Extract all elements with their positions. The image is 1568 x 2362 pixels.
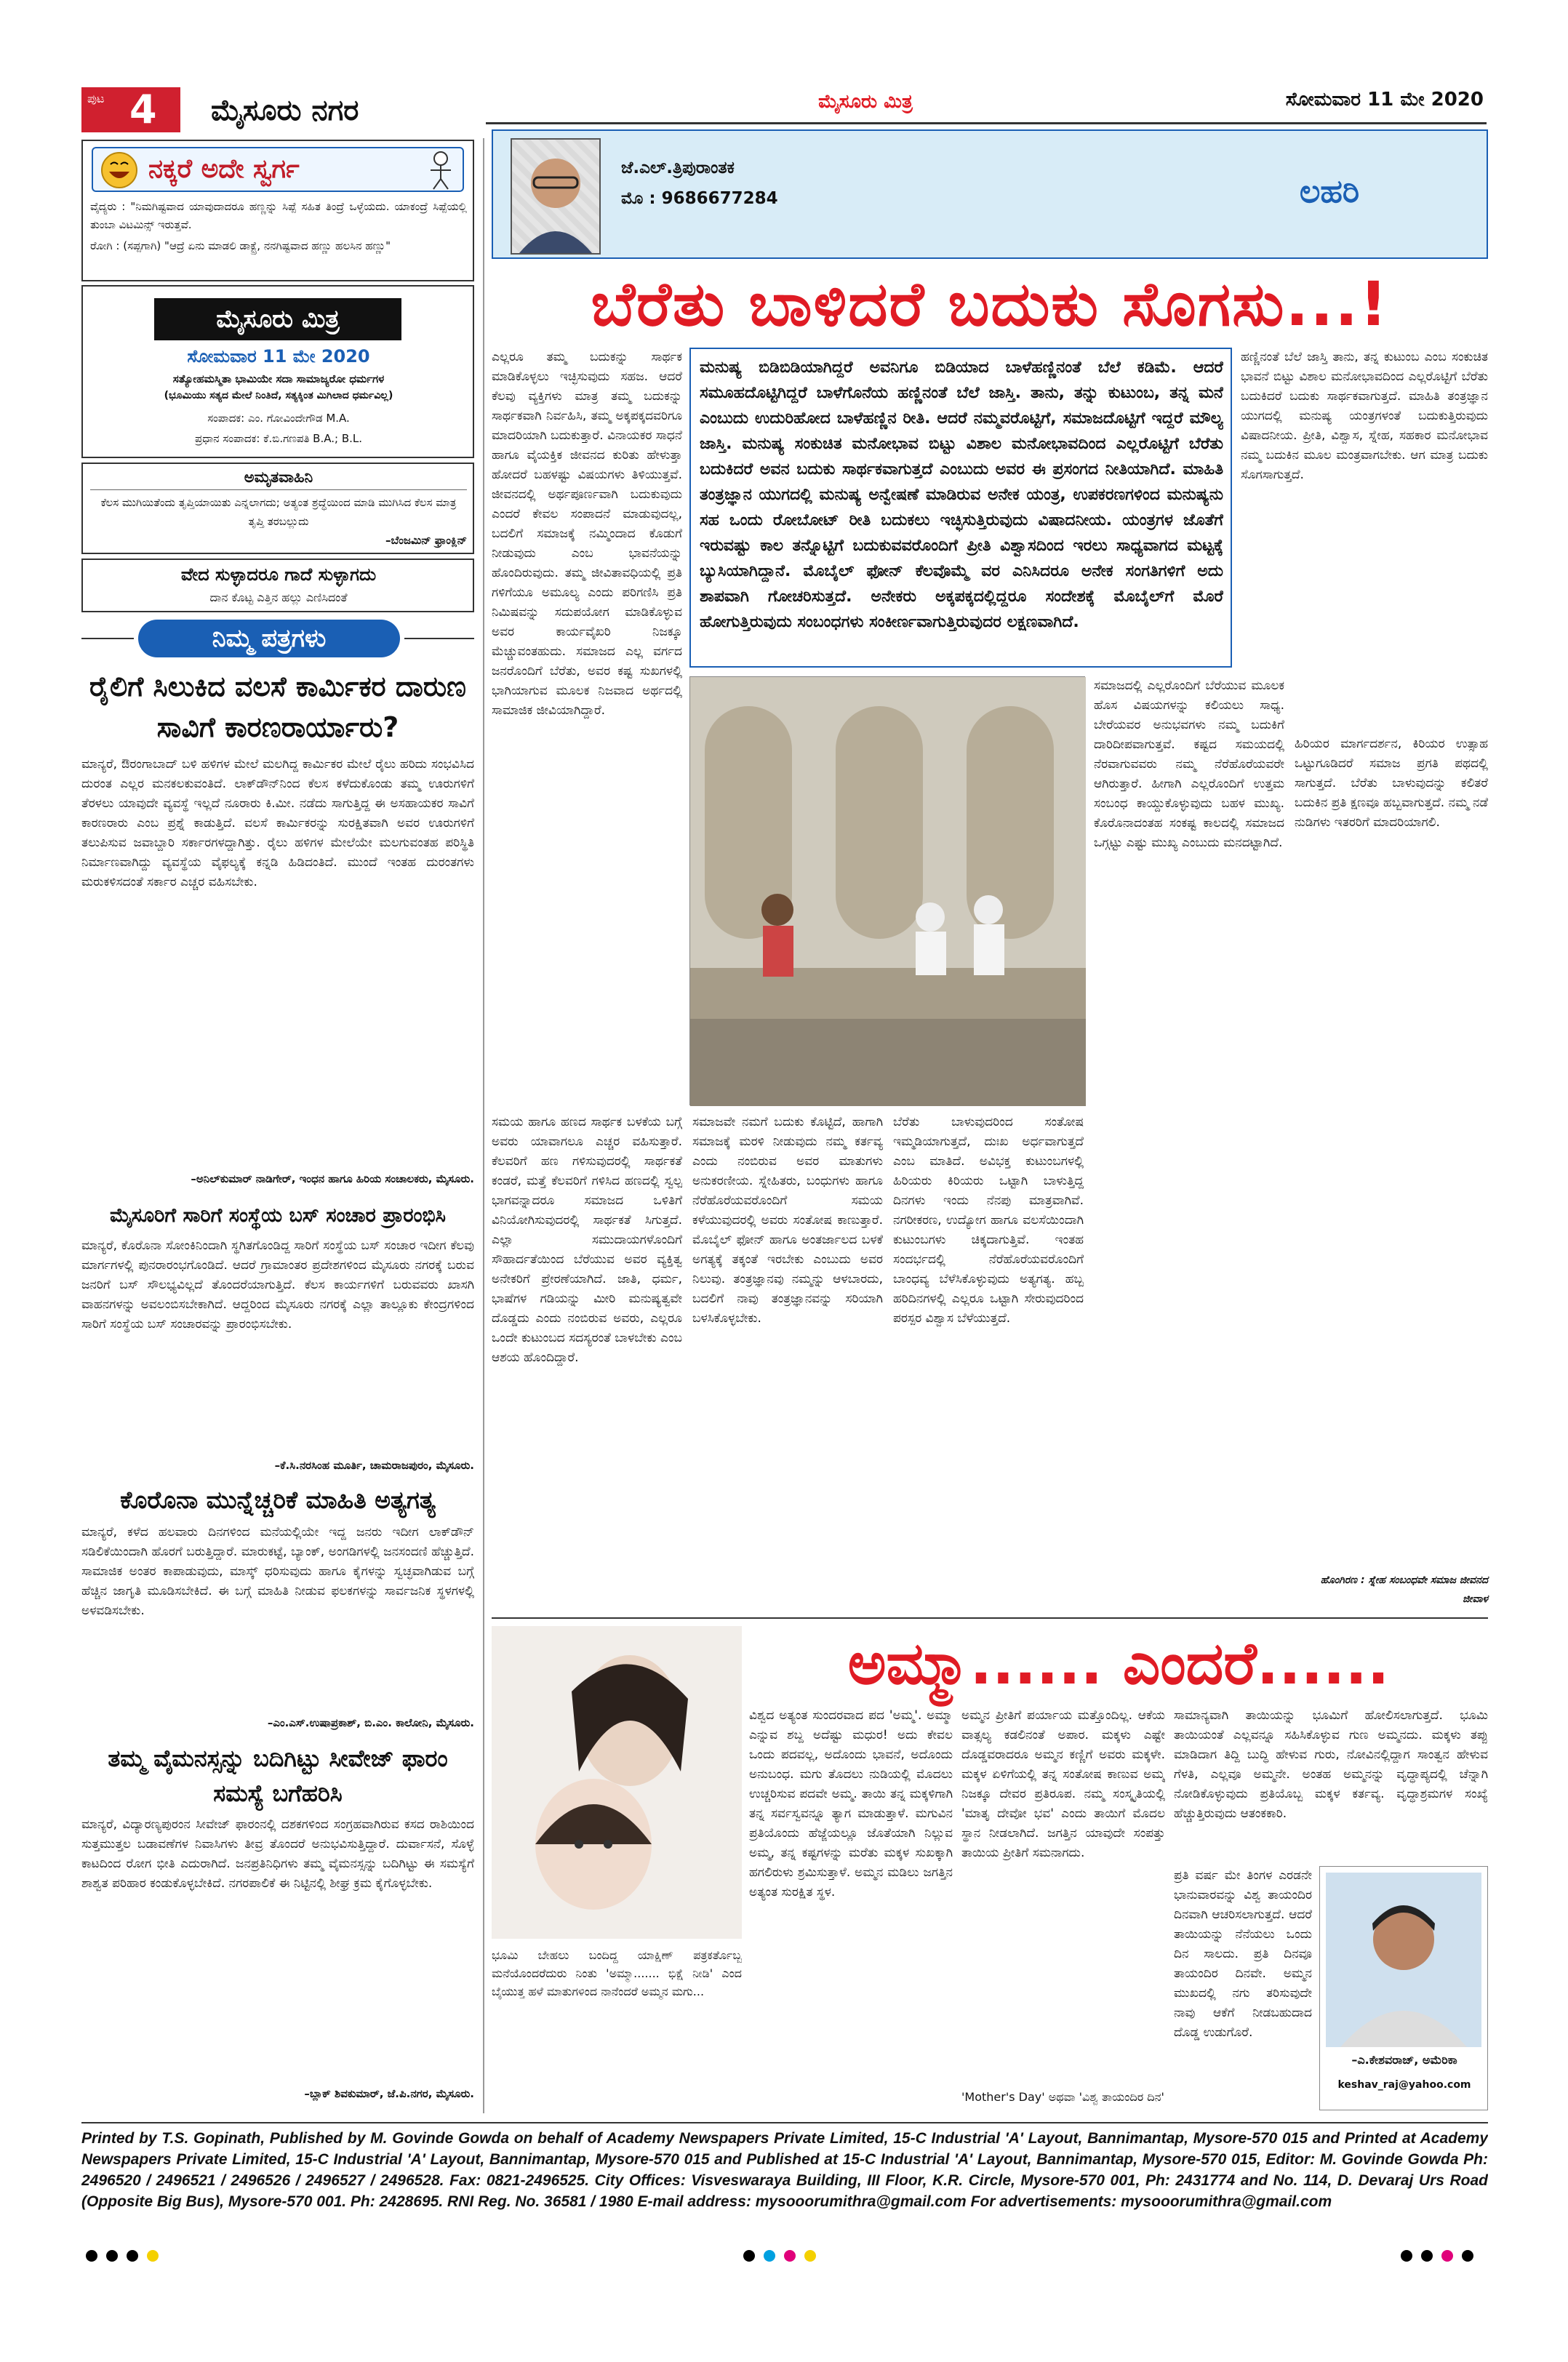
amma-author-box <box>1319 1866 1488 2110</box>
amma-col-2: ಅಮ್ಮನ ಪ್ರೀತಿಗೆ ಪರ್ಯಾಯ ಮತ್ತೊಂದಿಲ್ಲ. ಆಕೆಯ ವಾತ್ಸಲ್ಯ ಕಡಲಿನಂತೆ ಅಪಾರ. ಮಕ್ಕಳು ಎಷ್ಟೇ ದೊಡ್ಡವರಾದರೂ ಅಮ್ಮನ ಕಣ್ಣಿಗೆ ಅವರು ಮಕ್ಕಳೇ. ಮಕ್ಕಳ ಏಳಿಗೆಯಲ್ಲಿ ತನ್ನ ಸಂತೋಷ ಕಾಣುವ ಅಮ್ಮ ನಿಜಕ್ಕೂ ದೇವರ ಪ್ರತಿರೂಪ. ನಮ್ಮ ಸಂಸ್ಕೃತಿಯಲ್ಲಿ 'ಮಾತೃ ದೇವೋ ಭವ' ಎಂದು ತಾಯಿಗೆ ಮೊದಲ ಸ್ಥಾನ ನೀಡಲಾಗಿದೆ. ಜಗತ್ತಿನ ಯಾವುದೇ ಸಂಪತ್ತು ತಾಯಿಯ ಪ್ರೀತಿಗೆ ಸಮನಾಗದು. <box>961 1708 1165 1860</box>
registration-marks-right <box>1399 2249 1487 2263</box>
letters-rule <box>81 638 134 639</box>
lahari-intro: ಮನುಷ್ಯ ಬಿಡಿಬಿಡಿಯಾಗಿದ್ದರೆ ಅವನಿಗೂ ಬಿಡಿಯಾದ ಬಾಳೆಹಣ್ಣಿನಂತೆ ಬೆಲೆ ಕಡಿಮೆ. ಆದರೆ ಸಮೂಹದೊಟ್ಟಿಗಿದ್ದರೆ ಬಾಳೆಗೊನೆಯ ಹಣ್ಣಿನಂತೆ ಬೆಲೆ ಜಾಸ್ತಿ. ತಾನು, ತನ್ನು ಕುಟುಂಬ, ತನ್ನ ಮನೆ ಎಂಬುದು ಉದುರಿಹೋದ ಬಾಳೆಹಣ್ಣಿನ ರೀತಿ. ಆದರೆ ನಮ್ಮವರೊಟ್ಟಿಗೆ, ಸಮಾಜದೊಟ್ಟಿಗೆ ಇದ್ದರೆ ಮೌಲ್ಯ ಜಾಸ್ತಿ. ಮನುಷ್ಯ ಸಂಕುಚಿತ ಮನೋಭಾವ ಬಿಟ್ಟು ವಿಶಾಲ ಮನೋಭಾವದಿಂದ ಎಲ್ಲರೊಟ್ಟಿಗೆ ಬೆರೆತು ಬದುಕಿದರೆ ಅವನ ಬದುಕು ಸಾರ್ಥಕವಾಗುತ್ತದೆ ಎಂಬುದು ಅವರ ಈ ಪ್ರಸಂಗದ ನೀತಿಯಾಗಿದೆ. ಮಾಹಿತಿ ತಂತ್ರಜ್ಞಾನ ಯುಗದಲ್ಲಿ ಮನುಷ್ಯ ಅನ್ವೇಷಣೆ ಮಾಡಿರುವ ಅನೇಕ ಯಂತ್ರ, ಉಪಕರಣಗಳಿಂದ ಮನುಷ್ಯನು ಸಹ ಒಂದು ರೋಬೋಟ್ ರೀತಿ ಬದುಕಲು ಇಚ್ಛಿಸುತ್ತಿರುವುದು ವಿಷಾದನೀಯ. ಯಂತ್ರಗಳ ಜೊತೆಗೆ ಇರುವಷ್ಟು ಕಾಲ ತನ್ನೊಟ್ಟಿಗೆ ಬದುಕುವವರೊಂದಿಗೆ ಪ್ರೀತಿ ವಿಶ್ವಾಸದಿಂದ ಇರಲು ಸಾಧ್ಯವಾಗದ ಮಟ್ಟಕ್ಕೆ ಬ್ಯುಸಿಯಾಗಿದ್ದಾನೆ. ಮೊಬೈಲ್ ಫೋನ್ ಕೆಲವೊಮ್ಮೆ ವರ ಎನಿಸಿದರೂ ಅನೇಕ ಸಂಗತಿಗಳಿಗೆ ಅದು ಶಾಪವಾಗಿ ಗೋಚರಿಸುತ್ತದೆ. ಅನೇಕರು ಅಕ್ಕಪಕ್ಕದಲ್ಲಿದ್ದರೂ ಸಂದೇಶಕ್ಕೆ ಮೊಬೈಲ್‌ಗೆ ಮೊರೆ ಹೋಗುತ್ತಿರುವುದು ಸಂಬಂಧಗಳು ಸಂಕೀರ್ಣವಾಗುತ್ತಿರುವುದರ ಲಕ್ಷಣವಾಗಿದೆ. <box>700 359 1223 631</box>
letter-2-headline: ಮೈಸೂರಿಗೆ ಸಾರಿಗೆ ಸಂಸ್ಥೆಯ ಬಸ್ ಸಂಚಾರ ಪ್ರಾರಂಭಿಸಿ <box>110 1204 446 1227</box>
lahari-col-2: ಸಮಯ ಹಾಗೂ ಹಣದ ಸಾರ್ಥಕ ಬಳಕೆಯ ಬಗ್ಗೆ ಅವರು ಯಾವಾಗಲೂ ಎಚ್ಚರ ವಹಿಸುತ್ತಾರೆ. ಕೆಲವರಿಗೆ ಹಣ ಗಳಿಸುವುದರಲ್ಲಿ ಸಾರ್ಥಕತೆ ಕಂಡರೆ, ಮತ್ತೆ ಕೆಲವರಿಗೆ ಗಳಿಸಿದ ಹಣದಲ್ಲಿ ಸ್ವಲ್ಪ ಭಾಗವನ್ನಾದರೂ ಸಮಾಜದ ಒಳಿತಿಗೆ ವಿನಿಯೋಗಿಸುವುದರಲ್ಲಿ ಸಾರ್ಥಕತೆ ಸಿಗುತ್ತದೆ. ಎಲ್ಲಾ ಸಮುದಾಯಗಳೊಂದಿಗೆ ಸೌಹಾರ್ದತೆಯಿಂದ ಬೆರೆಯುವ ಅವರ ವ್ಯಕ್ತಿತ್ವ ಅನೇಕರಿಗೆ ಪ್ರೇರಣೆಯಾಗಿದೆ. ಜಾತಿ, ಧರ್ಮ, ಭಾಷೆಗಳ ಗಡಿಯನ್ನು ಮೀರಿ ಮನುಷ್ಯತ್ವವೇ ದೊಡ್ಡದು ಎಂದು ನಂಬಿರುವ ಅವರು, ಎಲ್ಲರೂ ಒಂದೇ ಕುಟುಂಬದ ಸದಸ್ಯರಂತೆ ಬಾಳಬೇಕು ಎಂಬ ಆಶಯ ಹೊಂದಿದ್ದಾರೆ. <box>492 1115 682 1365</box>
lahari-intro-box <box>689 348 1232 668</box>
mini-masthead-tagline-1: ಸತ್ಯೋಹಮಸ್ಮಿತಾ ಭಾಮಿಯೇ ಸದಾ ಸಾಮಾಜ್ಯರೋ ಧರ್ಮಗಳ <box>172 372 385 385</box>
letters-rule-right <box>404 638 474 639</box>
humor-line-1: ವೈದ್ಯರು : "ನಿಮಗಿಷ್ಟವಾದ ಯಾವುದಾದರೂ ಹಣ್ಣನ್ನು ಸಿಪ್ಪೆ ಸಹಿತ ತಿಂದ್ರೆ ಒಳ್ಳೆಯದು. ಯಾಕಂದ್ರೆ ಸಿಪ್ಪೆಯಲ್ಲಿ ತುಂಬಾ ವಿಟಮಿನ್ಸ್ ಇರುತ್ತವೆ. <box>90 200 467 231</box>
letter-4-body: ಮಾನ್ಯರೆ, ವಿದ್ಯಾರಣ್ಯಪುರಂನ ಸೀವೇಜ್ ಫಾರಂನಲ್ಲಿ ದಶಕಗಳಿಂದ ಸಂಗ್ರಹವಾಗಿರುವ ಕಸದ ರಾಶಿಯಿಂದ ಸುತ್ತಮುತ್ತಲ ಬಡಾವಣೆಗಳ ನಿವಾಸಿಗಳು ತೀವ್ರ ತೊಂದರೆ ಅನುಭವಿಸುತ್ತಿದ್ದಾರೆ. ದುರ್ವಾಸನೆ, ಸೊಳ್ಳೆ ಕಾಟದಿಂದ ರೋಗ ಭೀತಿ ಎದುರಾಗಿದೆ. ಜನಪ್ರತಿನಿಧಿಗಳು ತಮ್ಮ ವೈಮನಸ್ಸನ್ನು ಬದಿಗಿಟ್ಟು ಈ ಸಮಸ್ಯೆಗೆ ಶಾಶ್ವತ ಪರಿಹಾರ ಕಂಡುಕೊಳ್ಳಬೇಕಿದೆ. ನಗರಪಾಲಿಕೆ ಈ ನಿಟ್ಟಿನಲ್ಲಿ ಶೀಘ್ರ ಕ್ರಮ ಕೈಗೊಳ್ಳಬೇಕು. <box>81 1817 474 1891</box>
footer-imprint: Printed by T.S. Gopinath, Published by M. Govinde Gowda on behalf of Academy Newspapers Private Limited, 15-C Industrial 'A' Layout, Bannimantap, Mysore-570 015 and Printed at Academy Newspapers Private Limited, 15-C Industrial 'A' Layout, Bannimantap, Mysore-570 015 and Published at 15-C Industrial 'A' Layout, Bannimantap, Mysore-570 015, Editor: M. Govinde Gowda Ph: 2496520 / 2496521 / 2496526 / 2496527 / 2496528. Fax: 0821-2496525. City Offices: Visveswaraya Building, III Floor, K.R. Circle, Mysore-570 001, Ph: 2431774 and No. 114, D. Devaraj Urs Road (Opposite Big Bus), Mysore-570 001. Ph: 2428695. RNI Reg. No. 36581 / 1980 E-mail address: mysooorumithra@gmail.com For advertisements: mysooorumithra@gmail.com <box>81 2130 1488 2210</box>
amrutha-box <box>81 463 474 554</box>
amma-col-3: ಸಾಮಾನ್ಯವಾಗಿ ತಾಯಿಯನ್ನು ಭೂಮಿಗೆ ಹೋಲಿಸಲಾಗುತ್ತದೆ. ಭೂಮಿ ತಾಯಿಯಂತೆ ಎಲ್ಲವನ್ನೂ ಸಹಿಸಿಕೊಳ್ಳುವ ಗುಣ ಅಮ್ಮನದು. ಮಕ್ಕಳು ತಪ್ಪು ಮಾಡಿದಾಗ ತಿದ್ದಿ ಬುದ್ಧಿ ಹೇಳುವ ಗುರು, ನೋವಿನಲ್ಲಿದ್ದಾಗ ಸಾಂತ್ವನ ಹೇಳುವ ಗೆಳತಿ, ಎಲ್ಲವೂ ಅಮ್ಮನೇ. ಅಂತಹ ಅಮ್ಮನನ್ನು ವೃದ್ಧಾಪ್ಯದಲ್ಲಿ ಚೆನ್ನಾಗಿ ನೋಡಿಕೊಳ್ಳುವುದು ಪ್ರತಿಯೊಬ್ಬ ಮಕ್ಕಳ ಕರ್ತವ್ಯ. ವೃದ್ಧಾಶ್ರಮಗಳ ಸಂಖ್ಯೆ ಹೆಚ್ಚುತ್ತಿರುವುದು ಆತಂಕಕಾರಿ. <box>1174 1708 1488 1821</box>
mini-masthead-date: ಸೋಮವಾರ 11 ಮೇ 2020 <box>187 346 370 367</box>
cartoon-figure-icon <box>426 150 455 191</box>
section-title: ಮೈಸೂರು ನಗರ <box>211 94 359 127</box>
header-rule <box>486 122 1487 124</box>
lahari-headline: ಬೆರೆತು ಬಾಳಿದರೆ ಬದುಕು ಸೊಗಸು...! <box>591 268 1389 340</box>
humor-header <box>92 147 464 192</box>
proverb-box <box>81 559 474 612</box>
lahari-band <box>492 129 1488 259</box>
lahari-col-3: ಸಮಾಜವೇ ನಮಗೆ ಬದುಕು ಕೊಟ್ಟಿದೆ, ಹಾಗಾಗಿ ಸಮಾಜಕ್ಕೆ ಮರಳಿ ನೀಡುವುದು ನಮ್ಮ ಕರ್ತವ್ಯ ಎಂದು ನಂಬಿರುವ ಅವರ ಮಾತುಗಳು ಅನುಕರಣೀಯ. ಸ್ನೇಹಿತರು, ಬಂಧುಗಳು ಹಾಗೂ ನೆರೆಹೊರೆಯವರೊಂದಿಗೆ ಸಮಯ ಕಳೆಯುವುದರಲ್ಲಿ ಅವರು ಸಂತೋಷ ಕಾಣುತ್ತಾರೆ. ಮೊಬೈಲ್ ಫೋನ್ ಹಾಗೂ ಅಂತರ್ಜಾಲದ ಬಳಕೆ ಅಗತ್ಯಕ್ಕೆ ತಕ್ಕಂತೆ ಇರಬೇಕು ಎಂಬುದು ಅವರ ನಿಲುವು. ತಂತ್ರಜ್ಞಾನವು ನಮ್ಮನ್ನು ಆಳಬಾರದು, ಬದಲಿಗೆ ನಾವು ತಂತ್ರಜ್ಞಾನವನ್ನು ಸರಿಯಾಗಿ ಬಳಸಿಕೊಳ್ಳಬೇಕು. <box>692 1115 883 1326</box>
registration-marks-left <box>84 2249 172 2263</box>
lahari-col-7: ಹಿರಿಯರ ಮಾರ್ಗದರ್ಶನ, ಕಿರಿಯರ ಉತ್ಸಾಹ ಒಟ್ಟುಗೂಡಿದರೆ ಸಮಾಜ ಪ್ರಗತಿ ಪಥದಲ್ಲಿ ಸಾಗುತ್ತದೆ. ಬೆರೆತು ಬಾಳುವುದನ್ನು ಕಲಿತರೆ ಬದುಕಿನ ಪ್ರತಿ ಕ್ಷಣವೂ ಹಬ್ಬವಾಗುತ್ತದೆ. ನಮ್ಮ ನಡೆ ನುಡಿಗಳು ಇತರರಿಗೆ ಮಾದರಿಯಾಗಲಿ. <box>1295 737 1488 830</box>
letter-4-signoff: –ಬ್ಲಾಕ್ ಶಿವಕುಮಾರ್, ಜೆ.ಪಿ.ನಗರ, ಮೈಸೂರು. <box>304 2087 474 2100</box>
mini-masthead-exec-editor: ಪ್ರಧಾನ ಸಂಪಾದಕ: ಕೆ.ಬಿ.ಗಣಪತಿ B.A.; B.L. <box>194 432 363 445</box>
mother-and-child-illustration-icon <box>492 1626 742 1939</box>
humor-title: ನಕ್ಕರೆ ಅದೇ ಸ್ವರ್ಗ <box>148 154 300 184</box>
letter-3-body: ಮಾನ್ಯರೆ, ಕಳೆದ ಹಲವಾರು ದಿನಗಳಿಂದ ಮನೆಯಲ್ಲಿಯೇ ಇದ್ದ ಜನರು ಇದೀಗ ಲಾಕ್‌ಡೌನ್ ಸಡಿಲಿಕೆಯಿಂದಾಗಿ ಹೊರಗೆ ಬರುತ್ತಿದ್ದಾರೆ. ಮಾರುಕಟ್ಟೆ, ಬ್ಯಾಂಕ್, ಅಂಗಡಿಗಳಲ್ಲಿ ಜನಸಂದಣಿ ಹೆಚ್ಚುತ್ತಿದೆ. ಸಾಮಾಜಿಕ ಅಂತರ ಕಾಪಾಡುವುದು, ಮಾಸ್ಕ್ ಧರಿಸುವುದು ಹಾಗೂ ಕೈಗಳನ್ನು ಸ್ವಚ್ಛವಾಗಿಡುವ ಬಗ್ಗೆ ಹೆಚ್ಚಿನ ಜಾಗೃತಿ ಮೂಡಿಸಬೇಕಿದೆ. ಈ ಬಗ್ಗೆ ಮಾಹಿತಿ ನೀಡುವ ಫಲಕಗಳನ್ನು ಸಾರ್ವಜನಿಕ ಸ್ಥಳಗಳಲ್ಲಿ ಅಳವಡಿಸಬೇಕು. <box>81 1525 474 1618</box>
masthead-title: ಮೈಸೂರು ಮಿತ್ರ <box>818 91 913 113</box>
letter-1-signoff: –ಅನಿಲ್‌ಕುಮಾರ್ ನಾಡಿಗೇರ್, ಇಂಧನ ಹಾಗೂ ಹಿರಿಯ ಸಂಚಾಲಕರು, ಮೈಸೂರು. <box>191 1172 474 1185</box>
laughing-face-icon <box>99 150 140 191</box>
lahari-photo <box>689 676 1085 1105</box>
humor-line-2: ರೋಗಿ : (ಸಪ್ಪಗಾಗಿ) "ಆದ್ರೆ ಏನು ಮಾಡಲಿ ಡಾಕ್ಟ್ರೆ, ನನಗಿಷ್ಟವಾದ ಹಣ್ಣು ಹಲಸಿನ ಹಣ್ಣು" <box>90 239 391 252</box>
letters-banner-title: ನಿಮ್ಮ ಪತ್ರಗಳು <box>212 624 327 653</box>
lahari-col-5: ಹಣ್ಣಿನಂತೆ ಬೆಲೆ ಜಾಸ್ತಿ ತಾನು, ತನ್ನ ಕುಟುಂಬ ಎಂಬ ಸಂಕುಚಿತ ಭಾವನೆ ಬಿಟ್ಟು ವಿಶಾಲ ಮನೋಭಾವದಿಂದ ಎಲ್ಲರೊಟ್ಟಿಗೆ ಬೆರೆತು ಬದುಕಿದರೆ ಬದುಕು ಸಾರ್ಥಕವಾಗುತ್ತದೆ. ಮಾಹಿತಿ ತಂತ್ರಜ್ಞಾನ ಯುಗದಲ್ಲಿ ಮನುಷ್ಯ ಯಂತ್ರಗಳಂತೆ ಬದುಕುತ್ತಿರುವುದು ವಿಷಾದನೀಯ. ಪ್ರೀತಿ, ವಿಶ್ವಾಸ, ಸ್ನೇಹ, ಸಹಕಾರ ಮನೋಭಾವ ನಮ್ಮ ಬದುಕಿನ ಮೂಲ ಮಂತ್ರವಾಗಬೇಕು. ಆಗ ಮಾತ್ರ ಬದುಕು ಸೊಗಸಾಗುತ್ತದೆ. <box>1241 350 1488 482</box>
author-portrait-icon <box>1326 1873 1481 2047</box>
mini-masthead <box>81 285 474 458</box>
footer-rule <box>81 2122 1488 2123</box>
amma-caption: ಭೂಮಿ ಬೇಹಲು ಬಂದಿದ್ದ ಯಾಕ್ಷಿಣ್ ಪತ್ರಕರ್ತೊಬ್ಬ ಮನೆಯೊಂದರೆದುರು ನಿಂತು 'ಅಮ್ಮಾ....... ಭಿಕ್ಷೆ ನೀಡಿ' ಎಂದ ಬೈಯುತ್ತ ಹಳೆ ಮಾತುಗಳಿಂದ ನಾನೆಂದರೆ ಅಮ್ಮನ ಮಗು... <box>492 1948 742 1998</box>
amrutha-author: –ಬೆಂಜಮಿನ್ ಫ್ರಾಂಕ್ಲಿನ್ <box>385 534 467 547</box>
lahari-phone: ಮೊ : 9686677284 <box>621 189 778 208</box>
letter-3-signoff: –ಎಂ.ಎಸ್.ಉಷಾಪ್ರಕಾಶ್, ಬಿ.ಎಂ. ಕಾಲೋನಿ, ಮೈಸೂರು. <box>267 1716 474 1729</box>
lahari-col-1: ಎಲ್ಲರೂ ತಮ್ಮ ಬದುಕನ್ನು ಸಾರ್ಥಕ ಮಾಡಿಕೊಳ್ಳಲು ಇಚ್ಛಿಸುವುದು ಸಹಜ. ಆದರೆ ಕೆಲವು ವ್ಯಕ್ತಿಗಳು ಮಾತ್ರ ತಮ್ಮ ಬದುಕನ್ನು ಸಾರ್ಥಕವಾಗಿ ನಿರ್ವಹಿಸಿ, ತಮ್ಮ ಅಕ್ಕಪಕ್ಕದವರಿಗೂ ಮಾದರಿಯಾಗಿ ಬದುಕುತ್ತಾರೆ. ವಿನಾಯಕರ ಸಾಧನೆ ಹಾಗೂ ವೈಯಕ್ತಿಕ ಜೀವನದ ಕುರಿತು ಹೇಳುತ್ತಾ ಹೋದರೆ ಬಹಳಷ್ಟು ವಿಷಯಗಳು ತಿಳಿಯುತ್ತವೆ. ಜೀವನದಲ್ಲಿ ಅರ್ಥಪೂರ್ಣವಾಗಿ ಬದುಕುವುದು ಎಂದರೆ ಕೇವಲ ಸಂಪಾದನೆ ಮಾಡುವುದಲ್ಲ, ಬದಲಿಗೆ ಸಮಾಜಕ್ಕೆ ನಮ್ಮಿಂದಾದ ಕೊಡುಗೆ ನೀಡುವುದು ಎಂಬ ಭಾವನೆಯನ್ನು ಹೊಂದಿರುವುದು. ತಮ್ಮ ಜೀವಿತಾವಧಿಯಲ್ಲಿ ಪ್ರತಿ ಗಳಿಗೆಯೂ ಅಮೂಲ್ಯ ಎಂದು ಪರಿಗಣಿಸಿ ಪ್ರತಿ ನಿಮಿಷವನ್ನು ಸದುಪಯೋಗ ಮಾಡಿಕೊಳ್ಳುವ ಅವರ ಕಾರ್ಯವೈಖರಿ ನಿಜಕ್ಕೂ ಮೆಚ್ಚುವಂತಹುದು. ಸಮಾಜದ ಎಲ್ಲ ವರ್ಗದ ಜನರೊಂದಿಗೆ ಬೆರೆತು, ಅವರ ಕಷ್ಟ ಸುಖಗಳಲ್ಲಿ ಭಾಗಿಯಾಗುವ ಮೂಲಕ ನಿಜವಾದ ಅರ್ಥದಲ್ಲಿ ಸಾಮಾಜಿಕ ಜೀವಿಯಾಗಿದ್ದಾರೆ. <box>492 350 682 718</box>
lahari-column-name: ಲಹರಿ <box>1299 173 1360 210</box>
author-portrait-icon <box>512 140 599 253</box>
lahari-col-4: ಬೆರೆತು ಬಾಳುವುದರಿಂದ ಸಂತೋಷ ಇಮ್ಮಡಿಯಾಗುತ್ತದೆ, ದುಃಖ ಅರ್ಧವಾಗುತ್ತದೆ ಎಂಬ ಮಾತಿದೆ. ಅವಿಭಕ್ತ ಕುಟುಂಬಗಳಲ್ಲಿ ಹಿರಿಯರು ಕಿರಿಯರು ಒಟ್ಟಾಗಿ ಬಾಳುತ್ತಿದ್ದ ದಿನಗಳು ಇಂದು ನೆನಪು ಮಾತ್ರವಾಗಿವೆ. ನಗರೀಕರಣ, ಉದ್ಯೋಗ ಹಾಗೂ ವಲಸೆಯಿಂದಾಗಿ ಕುಟುಂಬಗಳು ಚಿಕ್ಕದಾಗುತ್ತಿವೆ. ಇಂತಹ ಸಂದರ್ಭದಲ್ಲಿ ನೆರೆಹೊರೆಯವರೊಂದಿಗೆ ಬಾಂಧವ್ಯ ಬೆಳೆಸಿಕೊಳ್ಳುವುದು ಅತ್ಯಗತ್ಯ. ಹಬ್ಬ ಹರಿದಿನಗಳಲ್ಲಿ ಎಲ್ಲರೂ ಒಟ್ಟಾಗಿ ಸೇರುವುದರಿಂದ ಪರಸ್ಪರ ವಿಶ್ವಾಸ ಬೆಳೆಯುತ್ತದೆ. <box>893 1115 1084 1326</box>
amma-author-name: –ಎ.ಕೇಶವರಾಜ್, ಅಮೆರಿಕಾ <box>1351 2053 1457 2067</box>
proverb-line-2: ದಾನ ಕೊಟ್ಟ ಎತ್ತಿನ ಹಲ್ಲು ಎಣಿಸಿದಂತೆ <box>209 590 348 604</box>
amma-photo <box>492 1626 742 1939</box>
amma-col-4: ಪ್ರತಿ ವರ್ಷ ಮೇ ತಿಂಗಳ ಎರಡನೇ ಭಾನುವಾರವನ್ನು ವಿಶ್ವ ತಾಯಂದಿರ ದಿನವಾಗಿ ಆಚರಿಸಲಾಗುತ್ತದೆ. ಆದರೆ ತಾಯಿಯನ್ನು ನೆನೆಯಲು ಒಂದು ದಿನ ಸಾಲದು. ಪ್ರತಿ ದಿನವೂ ತಾಯಂದಿರ ದಿನವೇ. ಅಮ್ಮನ ಮುಖದಲ್ಲಿ ನಗು ತರಿಸುವುದೇ ನಾವು ಆಕೆಗೆ ನೀಡಬಹುದಾದ ದೊಡ್ಡ ಉಡುಗೊರೆ. <box>1174 1868 1312 2040</box>
humor-box <box>81 140 474 281</box>
mini-masthead-editor: ಸಂಪಾದಕ: ಎಂ. ಗೋವಿಂದೇಗೌಡ M.A. <box>207 412 350 425</box>
proverb-line-1: ವೇದ ಸುಳ್ಳಾದರೂ ಗಾದೆ ಸುಳ್ಳಾಗದು <box>180 564 377 585</box>
lahari-author: ಜೆ.ಎಲ್.ತ್ರಿಪುರಾಂತಕ <box>621 159 735 177</box>
header-date: ಸೋಮವಾರ 11 ಮೇ 2020 <box>1285 89 1484 111</box>
letters-banner <box>138 620 400 657</box>
lahari-col-6: ಸಮಾಜದಲ್ಲಿ ಎಲ್ಲರೊಂದಿಗೆ ಬೆರೆಯುವ ಮೂಲಕ ಹೊಸ ವಿಷಯಗಳನ್ನು ಕಲಿಯಲು ಸಾಧ್ಯ. ಬೇರೆಯವರ ಅನುಭವಗಳು ನಮ್ಮ ಬದುಕಿಗೆ ದಾರಿದೀಪವಾಗುತ್ತವೆ. ಕಷ್ಟದ ಸಮಯದಲ್ಲಿ ನೆರವಾಗುವವರು ನಮ್ಮ ನೆರೆಹೊರೆಯವರೇ ಆಗಿರುತ್ತಾರೆ. ಹೀಗಾಗಿ ಎಲ್ಲರೊಂದಿಗೆ ಉತ್ತಮ ಸಂಬಂಧ ಕಾಯ್ದುಕೊಳ್ಳುವುದು ಬಹಳ ಮುಖ್ಯ. ಕೊರೊನಾದಂತಹ ಸಂಕಷ್ಟ ಕಾಲದಲ್ಲಿ ಸಮಾಜದ ಒಗ್ಗಟ್ಟು ಎಷ್ಟು ಮುಖ್ಯ ಎಂಬುದು ಮನದಟ್ಟಾಗಿದೆ. <box>1094 678 1284 850</box>
people-sitting-illustration-icon <box>690 677 1086 1106</box>
page-number-tab <box>81 87 180 132</box>
amrutha-text: ಕೆಲಸ ಮುಗಿಯಿತೆಂದು ತೃಪ್ತಿಯಾಯಿತು ಎನ್ನಲಾಗದು; ಅತ್ಯಂತ ಶ್ರದ್ಧೆಯಿಂದ ಮಾಡಿ ಮುಗಿಸಿದ ಕೆಲಸ ಮಾತ್ರ ತೃಪ್ತಿ ತರಬಲ್ಲುದು <box>100 496 457 528</box>
page-label: ಪುಟ <box>87 92 105 105</box>
mini-masthead-tagline-2: (ಭೂಮಿಯು ಸತ್ಯದ ಮೇಲೆ ನಿಂತಿದೆ, ಸತ್ಯಕ್ಕಿಂತ ಮಿಗಿಲಾದ ಧರ್ಮವಿಲ್ಲ) <box>164 390 393 401</box>
column-divider <box>483 138 484 2113</box>
amrutha-title: ಅಮೃತವಾಹಿನಿ <box>90 468 467 490</box>
amma-headline: ಅಮ್ಮಾ...... ಎಂದರೆ...... <box>847 1630 1390 1697</box>
letter-2-body: ಮಾನ್ಯರೆ, ಕೊರೊನಾ ಸೋಂಕಿನಿಂದಾಗಿ ಸ್ಥಗಿತಗೊಂಡಿದ್ದ ಸಾರಿಗೆ ಸಂಸ್ಥೆಯ ಬಸ್ ಸಂಚಾರ ಇದೀಗ ಕೆಲವು ಮಾರ್ಗಗಳಲ್ಲಿ ಪುನರಾರಂಭಗೊಂಡಿದೆ. ಆದರೆ ಗ್ರಾಮಾಂತರ ಪ್ರದೇಶಗಳಿಂದ ಮೈಸೂರು ನಗರಕ್ಕೆ ಬರುವ ಜನರಿಗೆ ಬಸ್ ಸೌಲಭ್ಯವಿಲ್ಲದೆ ತೊಂದರೆಯಾಗುತ್ತಿದೆ. ಕೆಲಸ ಕಾರ್ಯಗಳಿಗೆ ಬರುವವರು ಖಾಸಗಿ ವಾಹನಗಳನ್ನು ಅವಲಂಬಿಸಬೇಕಾಗಿದೆ. ಆದ್ದರಿಂದ ಮೈಸೂರು ನಗರಕ್ಕೆ ಎಲ್ಲಾ ತಾಲ್ಲೂಕು ಕೇಂದ್ರಗಳಿಂದ ಸಾರಿಗೆ ಸಂಸ್ಥೆಯ ಬಸ್ ಸಂಚಾರವನ್ನು ಪ್ರಾರಂಭಿಸಬೇಕು. <box>81 1238 474 1332</box>
letter-4-headline: ತಮ್ಮ ವೈಮನಸ್ಸನ್ನು ಬದಿಗಿಟ್ಟು ಸೀವೇಜ್ ಫಾರಂ ಸಮಸ್ಯೆ ಬಗೆಹರಿಸಿ <box>108 1745 448 1807</box>
amma-col-1: ವಿಶ್ವದ ಅತ್ಯಂತ ಸುಂದರವಾದ ಪದ 'ಅಮ್ಮ'. ಅಮ್ಮಾ ಎನ್ನುವ ಶಬ್ದ ಅದೆಷ್ಟು ಮಧುರ! ಅದು ಕೇವಲ ಒಂದು ಪದವಲ್ಲ, ಅದೊಂದು ಭಾವನೆ, ಅದೊಂದು ಅನುಬಂಧ. ಮಗು ತೊದಲು ನುಡಿಯಲ್ಲಿ ಮೊದಲು ಉಚ್ಚರಿಸುವ ಪದವೇ ಅಮ್ಮ. ತಾಯಿ ತನ್ನ ಮಕ್ಕಳಿಗಾಗಿ ತನ್ನ ಸರ್ವಸ್ವವನ್ನೂ ತ್ಯಾಗ ಮಾಡುತ್ತಾಳೆ. ಮಗುವಿನ ಪ್ರತಿಯೊಂದು ಹೆಜ್ಜೆಯಲ್ಲೂ ಜೊತೆಯಾಗಿ ನಿಲ್ಲುವ ಅಮ್ಮ, ತನ್ನ ಕಷ್ಟಗಳನ್ನು ಮರೆತು ಮಕ್ಕಳ ಸುಖಕ್ಕಾಗಿ ಹಗಲಿರುಳು ಶ್ರಮಿಸುತ್ತಾಳೆ. ಅಮ್ಮನ ಮಡಿಲು ಜಗತ್ತಿನ ಅತ್ಯಂತ ಸುರಕ್ಷಿತ ಸ್ಥಳ. <box>749 1708 953 1899</box>
letter-1-body: ಮಾನ್ಯರೆ, ಔರಂಗಾಬಾದ್ ಬಳಿ ಹಳಿಗಳ ಮೇಲೆ ಮಲಗಿದ್ದ ಕಾರ್ಮಿಕರ ಮೇಲೆ ರೈಲು ಹರಿದು ಸಂಭವಿಸಿದ ದುರಂತ ಎಲ್ಲರ ಮನಕಲಕುವಂತಿದೆ. ಲಾಕ್‌ಡೌನ್‌ನಿಂದ ಕೆಲಸ ಕಳೆದುಕೊಂಡು ತಮ್ಮ ಊರುಗಳಿಗೆ ತೆರಳಲು ಯಾವುದೇ ವ್ಯವಸ್ಥೆ ಇಲ್ಲದೆ ನೂರಾರು ಕಿ.ಮೀ. ನಡೆದು ಸಾಗುತ್ತಿದ್ದ ಈ ಅಸಹಾಯಕರ ಸಾವಿಗೆ ಕಾರಣರಾರು ಎಂಬ ಪ್ರಶ್ನೆ ಕಾಡುತ್ತಿದೆ. ವಲಸೆ ಕಾರ್ಮಿಕರನ್ನು ಸುರಕ್ಷಿತವಾಗಿ ಅವರ ಊರುಗಳಿಗೆ ತಲುಪಿಸುವ ಜವಾಬ್ದಾರಿ ಸರ್ಕಾರಗಳದ್ದಾಗಿತ್ತು. ರೈಲು ಹಳಿಗಳ ಮೇಲೆಯೇ ಮಲಗುವಂತಹ ಪರಿಸ್ಥಿತಿ ನಿರ್ಮಾಣವಾಗಿದ್ದು ವ್ಯವಸ್ಥೆಯ ವೈಫಲ್ಯಕ್ಕೆ ಕನ್ನಡಿ ಹಿಡಿದಂತಿದೆ. ಮುಂದೆ ಇಂತಹ ದುರಂತಗಳು ಮರುಕಳಿಸದಂತೆ ಸರ್ಕಾರ ಎಚ್ಚರ ವಹಿಸಬೇಕು. <box>81 757 474 889</box>
page-number: 4 <box>129 87 157 132</box>
amma-author-email: keshav_raj@yahoo.com <box>1337 2079 1471 2091</box>
letter-1-headline: ರೈಲಿಗೆ ಸಿಲುಕಿದ ವಲಸೆ ಕಾರ್ಮಿಕರ ದಾರುಣ ಸಾವಿಗೆ ಕಾರಣರಾರ್ಯಾರು? <box>89 670 466 743</box>
lahari-author-note: ಹೊಂಗಿರಣ : ಸ್ನೇಹ ಸಂಬಂಧವೇ ಸಮಾಜ ಜೀವನದ ಜೀವಾಳ <box>1320 1574 1488 1605</box>
letter-3-headline: ಕೊರೊನಾ ಮುನ್ನೆಚ್ಚರಿಕೆ ಮಾಹಿತಿ ಅತ್ಯಗತ್ಯ <box>120 1486 436 1514</box>
amma-footer-note: 'Mother's Day' ಅಥವಾ 'ವಿಶ್ವ ತಾಯಂದಿರ ದಿನ' <box>961 2090 1164 2104</box>
lahari-bottom-rule <box>492 1617 1488 1619</box>
mini-masthead-logo: ಮೈಸೂರು ಮಿತ್ರ <box>154 298 401 340</box>
amma-author-photo <box>1326 1873 1481 2047</box>
author-photo <box>511 138 601 255</box>
registration-marks-center <box>742 2249 829 2263</box>
letter-2-signoff: –ಕೆ.ಸಿ.ನರಸಿಂಹ ಮೂರ್ತಿ, ಚಾಮರಾಜಪುರಂ, ಮೈಸೂರು. <box>274 1459 474 1472</box>
